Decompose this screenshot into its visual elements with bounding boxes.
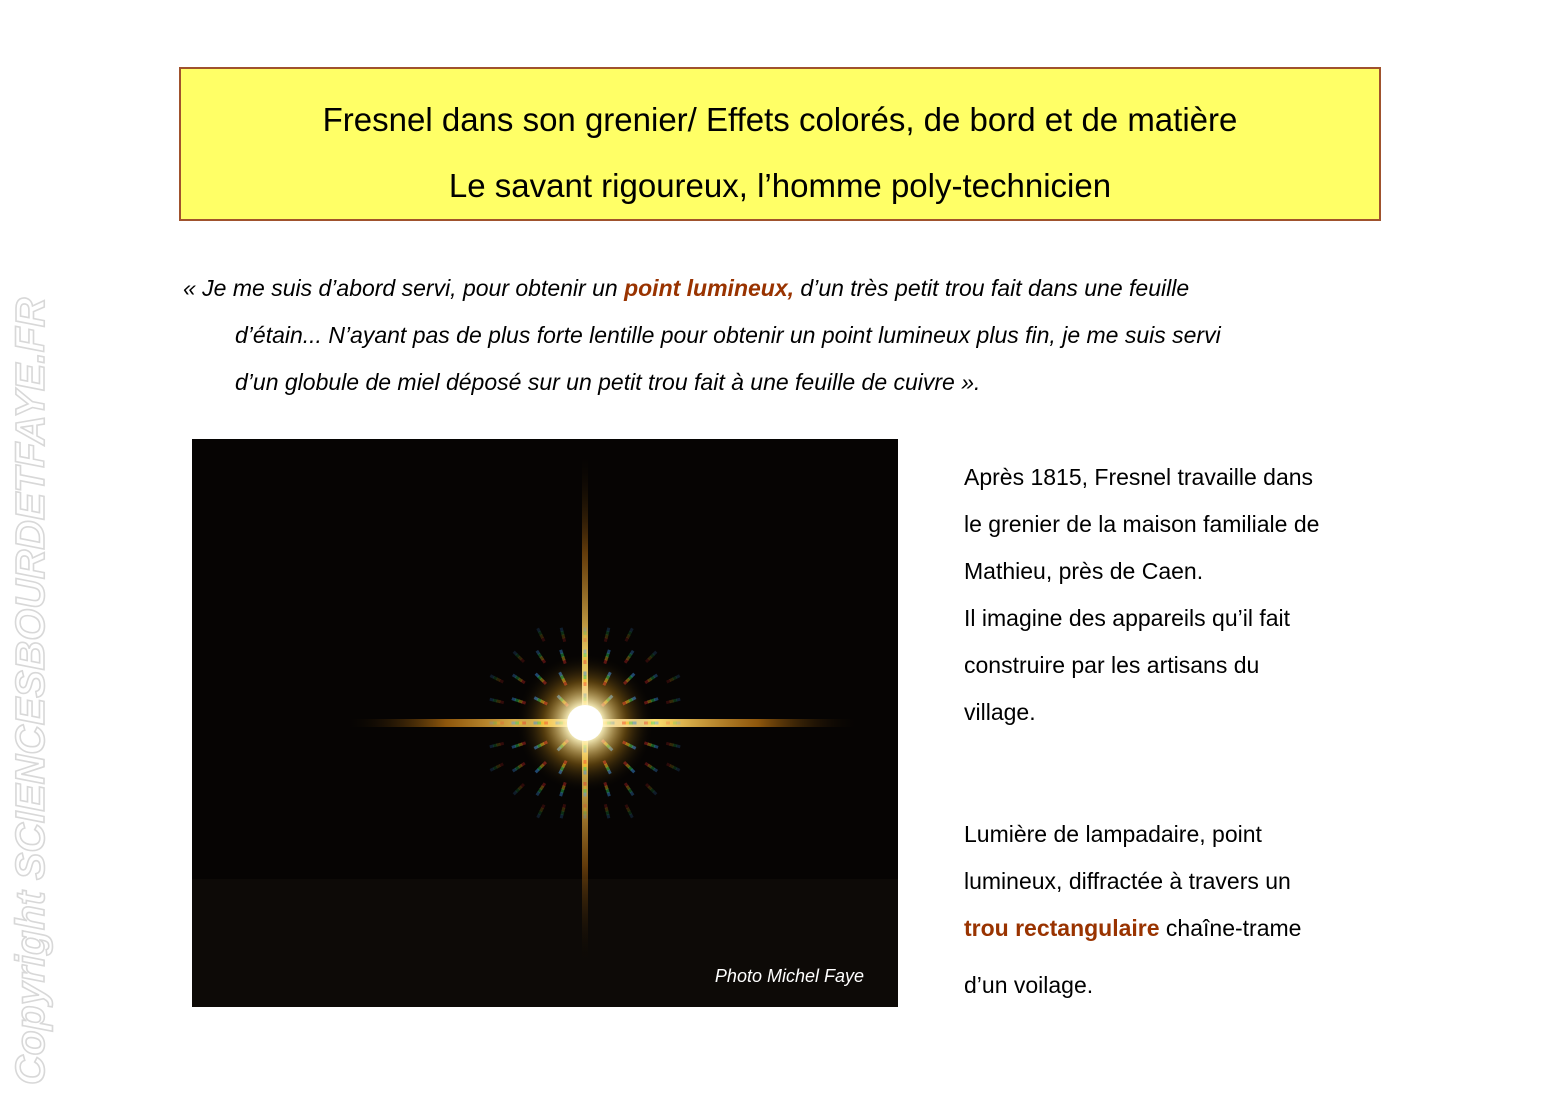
quote-highlight: point lumineux,: [624, 275, 795, 301]
diffraction-dot: [584, 811, 587, 815]
quote-part-1: « Je me suis d’abord servi, pour obtenir un: [183, 275, 625, 301]
side-text: [964, 454, 1384, 1009]
photo-credit: Photo Michel Faye: [714, 966, 864, 986]
diffraction-dot: [584, 628, 587, 632]
side-line: construire par les artisans du: [964, 652, 1260, 678]
quote-line-3: d’un globule de miel déposé sur un petit trou fait à une feuille de cuivre ».: [235, 369, 981, 395]
side-line: lumineux, diffractée à travers un: [964, 868, 1291, 894]
diffraction-dot: [493, 722, 497, 725]
diffraction-dot: [500, 722, 504, 725]
diffraction-dot: [584, 631, 587, 635]
side-line-highlighted: [964, 905, 1384, 952]
diffraction-dot: [673, 722, 677, 725]
copyright-watermark: [0, 0, 60, 1100]
title-line-1: Fresnel dans son grenier/ Effets colorés, de bord et de matière: [322, 101, 1238, 138]
quote-part-2: d’un très petit trou fait dans une feuille: [794, 275, 1190, 301]
side-line: le grenier de la maison familiale de: [964, 511, 1320, 537]
diffraction-dot: [666, 722, 670, 725]
diffraction-dot: [584, 793, 587, 797]
fresnel-quote: [183, 265, 1373, 406]
side-highlight: trou rectangulaire: [964, 915, 1160, 941]
diffraction-dot: [512, 722, 516, 725]
title-line-2: Le savant rigoureux, l’homme poly-technicien: [448, 167, 1112, 204]
side-line: Lumière de lampadaire, point: [964, 821, 1262, 847]
diffraction-dot: [584, 815, 587, 819]
diffraction-dot: [584, 635, 587, 639]
side-line: Il imagine des appareils qu’il fait: [964, 605, 1291, 631]
diffraction-dot: [670, 722, 674, 725]
diffraction-dot: [490, 722, 494, 725]
quote-line-2: d’étain... N’ayant pas de plus forte lentille pour obtenir un point lumineux plus fin, je me suis servi: [235, 322, 1221, 348]
diffraction-dot: [497, 722, 501, 725]
diffraction-dot: [584, 638, 587, 642]
side-line: Mathieu, près de Caen.: [964, 558, 1204, 584]
diffraction-dot: [584, 650, 587, 654]
title-box: [179, 67, 1381, 221]
side-line: d’un voilage.: [964, 972, 1094, 998]
side-highlight-rest: chaîne-trame: [1159, 915, 1302, 941]
side-line: Après 1815, Fresnel travaille dans: [964, 464, 1314, 490]
diffraction-dot: [584, 804, 587, 808]
diffraction-dot: [584, 808, 587, 812]
diffraction-pattern: [192, 439, 898, 1007]
diffraction-dot: [677, 722, 681, 725]
side-line: village.: [964, 699, 1036, 725]
watermark-text: Copyright SCIENCESBOURDETFAYE.FR: [7, 297, 53, 1085]
diffraction-dot: [655, 722, 659, 725]
diffraction-photo: [192, 439, 898, 1007]
